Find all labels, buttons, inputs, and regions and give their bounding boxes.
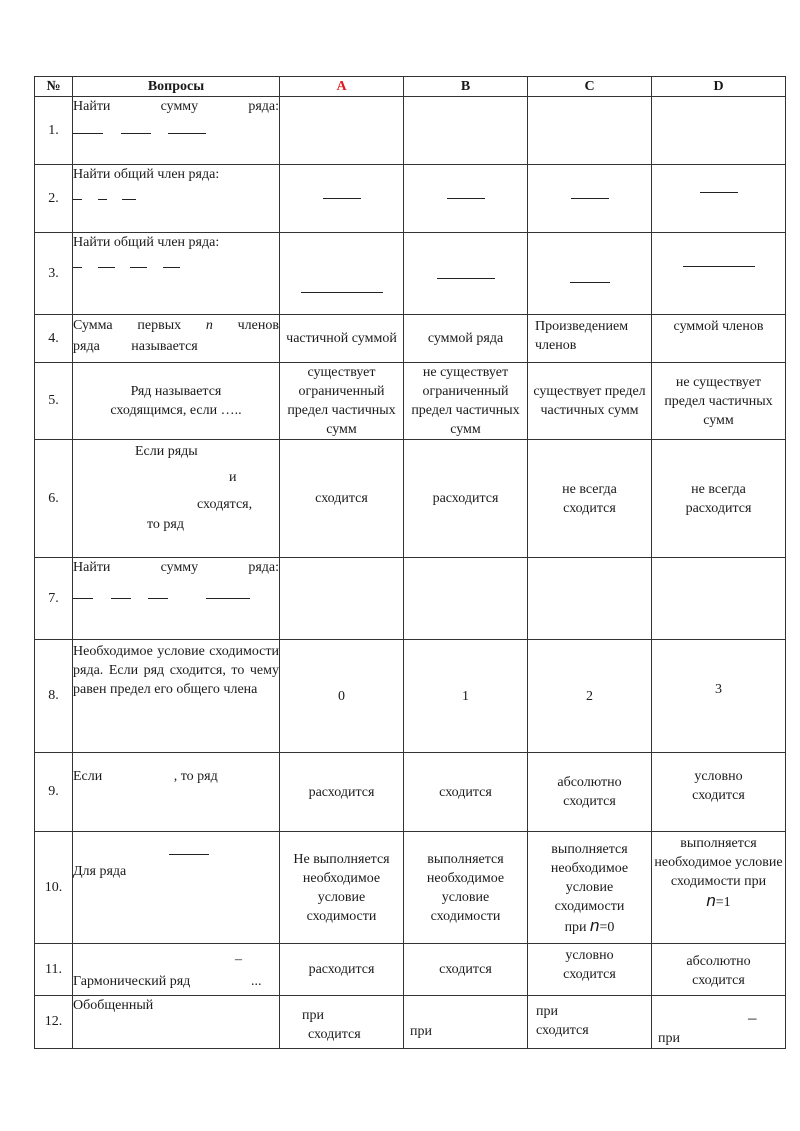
formula-placeholder — [121, 133, 151, 134]
answer-a: сходится — [280, 440, 404, 558]
question-text: Найти общий член ряда: — [73, 235, 220, 250]
question-cell — [73, 558, 280, 640]
formula-placeholder — [163, 267, 180, 268]
formula-placeholder — [206, 598, 250, 599]
formula-placeholder — [98, 199, 107, 200]
answer-text: при — [410, 1024, 432, 1039]
answer-variable: n — [590, 916, 600, 935]
formula-placeholder — [683, 266, 755, 267]
formula-placeholder — [73, 267, 82, 268]
header-questions: Вопросы — [73, 77, 280, 97]
question-text: Для ряда — [73, 864, 127, 879]
formula-placeholder — [148, 598, 168, 599]
answer-c — [528, 233, 652, 315]
answer-text: при — [658, 1031, 680, 1046]
question-word: сумму — [160, 560, 199, 575]
question-cell: Обобщенный — [73, 996, 280, 1049]
answer-variable: n — [706, 891, 716, 910]
formula-placeholder — [570, 282, 610, 283]
formula-placeholder — [130, 267, 147, 268]
answer-d — [652, 165, 786, 233]
answer-c — [528, 996, 652, 1049]
row-number: 1. — [35, 97, 73, 165]
row-number: 9. — [35, 753, 73, 832]
formula-fragment: – — [748, 1008, 757, 1027]
question-text: Найти общий член ряда: — [73, 167, 220, 182]
answer-b: выполняется необходимое условие сходимости — [404, 832, 528, 944]
answer-a: существует ограниченный предел частичных сумм — [280, 363, 404, 440]
table-row — [35, 97, 786, 165]
question-cell — [73, 832, 280, 944]
formula-placeholder — [447, 198, 485, 199]
answer-d: не всегда расходится — [652, 440, 786, 558]
question-text: и — [229, 470, 237, 485]
row-number: 12. — [35, 996, 73, 1049]
question-word: Найти — [73, 560, 111, 575]
table-row — [35, 363, 786, 440]
question-word: Найти — [73, 99, 111, 114]
question-word: членов — [237, 318, 279, 333]
table-row — [35, 165, 786, 233]
question-cell — [73, 97, 280, 165]
question-word: ряда — [73, 339, 100, 354]
formula-placeholder — [323, 198, 361, 199]
table-row — [35, 996, 786, 1049]
formula-placeholder — [169, 854, 209, 855]
formula-placeholder — [73, 598, 93, 599]
answer-a — [280, 97, 404, 165]
question-text: , то ряд — [173, 769, 218, 784]
table-row — [35, 558, 786, 640]
question-cell — [73, 944, 280, 996]
question-cell: Ряд называется сходящимся, если ….. — [73, 363, 280, 440]
header-row — [35, 77, 786, 97]
header-b: B — [404, 77, 528, 97]
row-number: 8. — [35, 640, 73, 753]
answer-d: условно сходится — [652, 753, 786, 832]
table-row — [35, 944, 786, 996]
question-text: сходятся, — [197, 497, 253, 512]
answer-b — [404, 233, 528, 315]
answer-c — [528, 558, 652, 640]
answer-d — [652, 558, 786, 640]
answer-b: не существует ограниченный предел частичных сумм — [404, 363, 528, 440]
question-text: ... — [251, 974, 262, 989]
row-number: 2. — [35, 165, 73, 233]
formula-placeholder — [168, 133, 206, 134]
formula-placeholder — [73, 133, 103, 134]
answer-d: суммой членов — [652, 315, 786, 363]
question-text: то ряд — [147, 517, 184, 532]
answer-d — [652, 832, 786, 944]
formula-placeholder — [437, 278, 495, 279]
question-text: Если — [73, 769, 103, 784]
answer-c — [528, 832, 652, 944]
formula-placeholder — [73, 199, 82, 200]
answer-b — [404, 558, 528, 640]
answer-c: абсолютно сходится — [528, 753, 652, 832]
question-cell — [73, 753, 280, 832]
answer-text: при — [564, 920, 587, 935]
question-word: Сумма — [73, 318, 113, 333]
answer-d — [652, 996, 786, 1049]
answer-text: выполняется необходимое условие сходимости — [550, 842, 629, 914]
formula-placeholder — [571, 198, 609, 199]
answer-text: =1 — [715, 895, 731, 910]
question-text: Если ряды — [135, 444, 198, 459]
question-cell — [73, 440, 280, 558]
table-row — [35, 640, 786, 753]
answer-text: сходится — [308, 1027, 361, 1042]
table-row — [35, 315, 786, 363]
table-row — [35, 832, 786, 944]
answer-c: 2 — [528, 640, 652, 753]
answer-a — [280, 996, 404, 1049]
question-cell — [73, 233, 280, 315]
answer-text: при — [536, 1004, 558, 1019]
answer-c — [528, 97, 652, 165]
quiz-table — [34, 76, 786, 1049]
row-number: 5. — [35, 363, 73, 440]
row-number: 7. — [35, 558, 73, 640]
answer-b: суммой ряда — [404, 315, 528, 363]
row-number: 3. — [35, 233, 73, 315]
answer-a: расходится — [280, 944, 404, 996]
formula-placeholder — [700, 192, 738, 193]
question-word: первых — [137, 318, 182, 333]
row-number: 4. — [35, 315, 73, 363]
table-row — [35, 233, 786, 315]
formula-placeholder — [122, 199, 136, 200]
answer-d: 3 — [652, 640, 786, 753]
question-cell — [73, 165, 280, 233]
question-word: ряда: — [248, 560, 279, 575]
answer-b: сходится — [404, 944, 528, 996]
answer-d: не существует предел частичных сумм — [652, 363, 786, 440]
answer-d — [652, 233, 786, 315]
question-text: Гармонический ряд — [73, 974, 191, 989]
answer-c — [528, 165, 652, 233]
question-text: Необходимое условие сходимости ряда. Если ряд сходится, то чему равен предел его общего члена — [73, 644, 279, 697]
answer-text: выполняется необходимое условие сходимости при — [654, 836, 783, 889]
question-variable: n — [205, 318, 213, 333]
answer-a — [280, 558, 404, 640]
row-number: 6. — [35, 440, 73, 558]
header-num: № — [35, 77, 73, 97]
answer-b: расходится — [404, 440, 528, 558]
answer-a: Не выполняется необходимое условие сходимости — [280, 832, 404, 944]
answer-b — [404, 97, 528, 165]
answer-c: Произведением членов — [528, 315, 652, 363]
answer-c: существует предел частичных сумм — [528, 363, 652, 440]
formula-placeholder — [98, 267, 115, 268]
answer-a: 0 — [280, 640, 404, 753]
table-row — [35, 753, 786, 832]
answer-d: абсолютно сходится — [652, 944, 786, 996]
header-a: A — [280, 77, 404, 97]
answer-b: сходится — [404, 753, 528, 832]
formula-placeholder — [301, 292, 383, 293]
header-c: C — [528, 77, 652, 97]
answer-a — [280, 165, 404, 233]
answer-text: сходится — [536, 1023, 589, 1038]
formula-placeholder — [111, 598, 131, 599]
answer-text: =0 — [599, 920, 615, 935]
question-word: сумму — [160, 99, 199, 114]
table-row — [35, 440, 786, 558]
question-word: ряда: — [248, 99, 279, 114]
formula-fragment: – — [235, 952, 242, 967]
answer-text: при — [302, 1008, 324, 1023]
answer-a: частичной суммой — [280, 315, 404, 363]
question-cell — [73, 315, 280, 363]
answer-a — [280, 233, 404, 315]
answer-d — [652, 97, 786, 165]
answer-b — [404, 996, 528, 1049]
header-d: D — [652, 77, 786, 97]
answer-a: расходится — [280, 753, 404, 832]
question-cell — [73, 640, 280, 753]
row-number: 10. — [35, 832, 73, 944]
row-number: 11. — [35, 944, 73, 996]
answer-c: не всегда сходится — [528, 440, 652, 558]
answer-b — [404, 165, 528, 233]
question-word: называется — [131, 339, 198, 354]
answer-b: 1 — [404, 640, 528, 753]
answer-c: условно сходится — [528, 944, 652, 996]
